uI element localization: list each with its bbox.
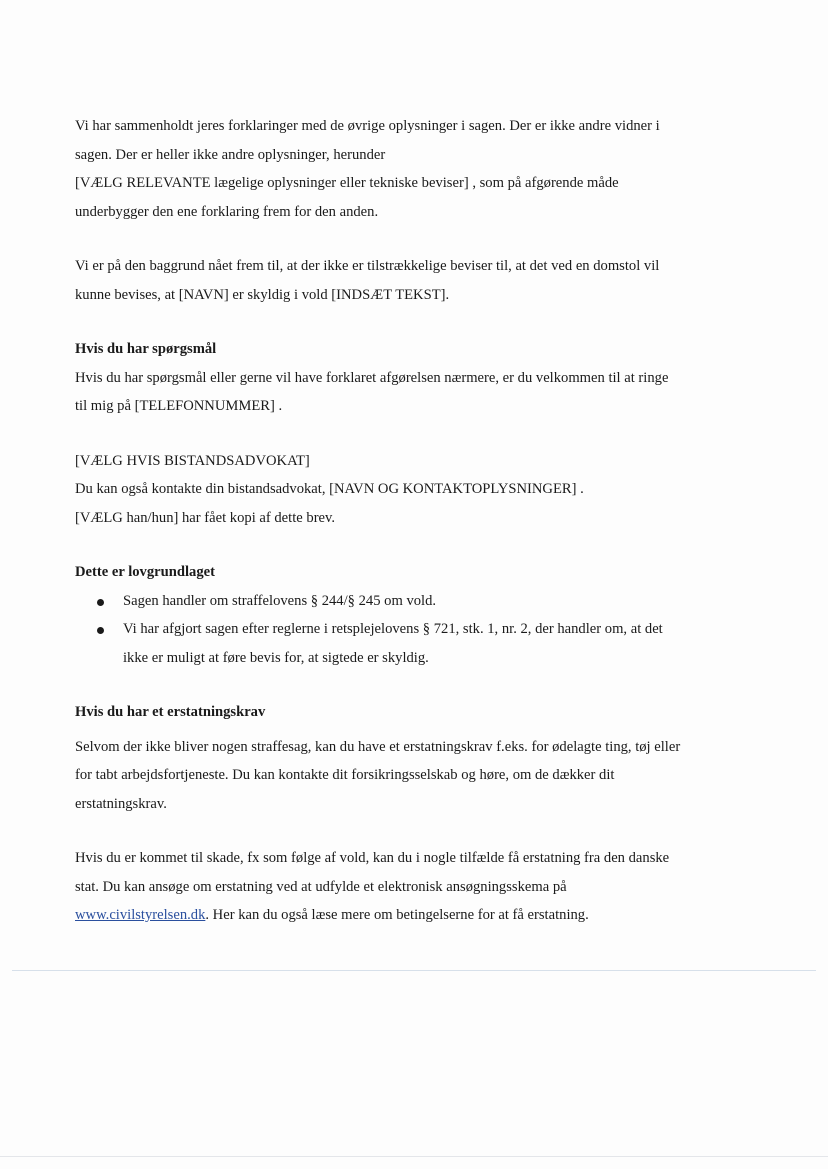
- text-line: Du kan også kontakte din bistandsadvokat, [NAVN OG KONTAKTOPLYSNINGER] .: [75, 481, 584, 497]
- questions-heading: Hvis du har spørgsmål: [75, 341, 217, 357]
- text-line: . Her kan du også læse mere om betingelserne for at få erstatning.: [205, 907, 589, 923]
- text-line: Hvis du er kommet til skade, fx som følge af vold, kan du i nogle tilfælde få erstatning fra den danske: [75, 850, 670, 866]
- text-line: Hvis du har spørgsmål eller gerne vil have forklaret afgørelsen nærmere, er du velkommen til at ringe: [75, 369, 669, 386]
- spacer: [75, 226, 755, 252]
- findings-paragraph: [75, 112, 755, 226]
- spacer: [75, 421, 755, 447]
- questions-paragraph: [75, 364, 755, 421]
- text-line: Vi har afgjort sagen efter reglerne i retsplejelovens § 721, stk. 1, nr. 2, der handler om, at det: [123, 621, 663, 637]
- conclusion-paragraph: [75, 252, 755, 309]
- text-line: kunne bevises, at [NAVN] er skyldig i vold [INDSÆT TEKST].: [75, 286, 450, 303]
- compensation-heading: Hvis du har et erstatningskrav: [75, 704, 266, 720]
- lawyer-paragraph: [75, 447, 755, 533]
- text-line: [VÆLG han/hun] har fået kopi af dette brev.: [75, 509, 336, 526]
- spacer: [75, 532, 755, 558]
- text-line: for tabt arbejdsfortjeneste. Du kan kontakte dit forsikringsselskab og høre, om de dækker dit: [75, 767, 615, 783]
- text-line: Selvom der ikke bliver nogen straffesag, kan du have et erstatningskrav f.eks. for ødelagte ting, tøj eller: [75, 738, 681, 755]
- text-line: ikke er muligt at føre bevis for, at sigtede er skyldig.: [123, 649, 429, 666]
- list-item: [75, 587, 755, 616]
- spacer: [75, 672, 755, 698]
- legal-basis-list: [75, 587, 755, 673]
- text-line: Vi er på den baggrund nået frem til, at der ikke er tilstrækkelige beviser til, at det ved en domstol vil: [75, 258, 660, 274]
- spacer: [75, 818, 755, 844]
- text-line: til mig på [TELEFONNUMMER] .: [75, 398, 283, 414]
- text-line: [VÆLG HVIS BISTANDSADVOKAT]: [75, 452, 310, 469]
- legal-basis-heading: Dette er lovgrundlaget: [75, 564, 215, 580]
- bullet-icon: [97, 627, 104, 634]
- text-line: underbygger den ene forklaring frem for den anden.: [75, 203, 379, 220]
- text-line: erstatningskrav.: [75, 795, 167, 812]
- text-line: [VÆLG RELEVANTE lægelige oplysninger eller tekniske beviser] , som på afgørende måde: [75, 175, 619, 191]
- spacer: [75, 309, 755, 335]
- compensation-paragraph: [75, 733, 755, 819]
- page-divider: [12, 970, 816, 971]
- letter-body: [75, 112, 755, 930]
- text-line: Sagen handler om straffelovens § 244/§ 245 om vold.: [123, 592, 437, 609]
- bullet-icon: [97, 599, 104, 606]
- list-item: [75, 615, 755, 672]
- state-compensation-paragraph: [75, 844, 755, 930]
- text-line: Vi har sammenholdt jeres forklaringer med de øvrige oplysninger i sagen. Der er ikke andre vidner i: [75, 118, 660, 134]
- page-edge: [0, 1156, 828, 1157]
- civilstyrelsen-link[interactable]: www.civilstyrelsen.dk: [75, 907, 206, 923]
- text-line: sagen. Der er heller ikke andre oplysninger, herunder: [75, 146, 386, 163]
- text-line: stat. Du kan ansøge om erstatning ved at udfylde et elektronisk ansøgningsskema på: [75, 878, 567, 895]
